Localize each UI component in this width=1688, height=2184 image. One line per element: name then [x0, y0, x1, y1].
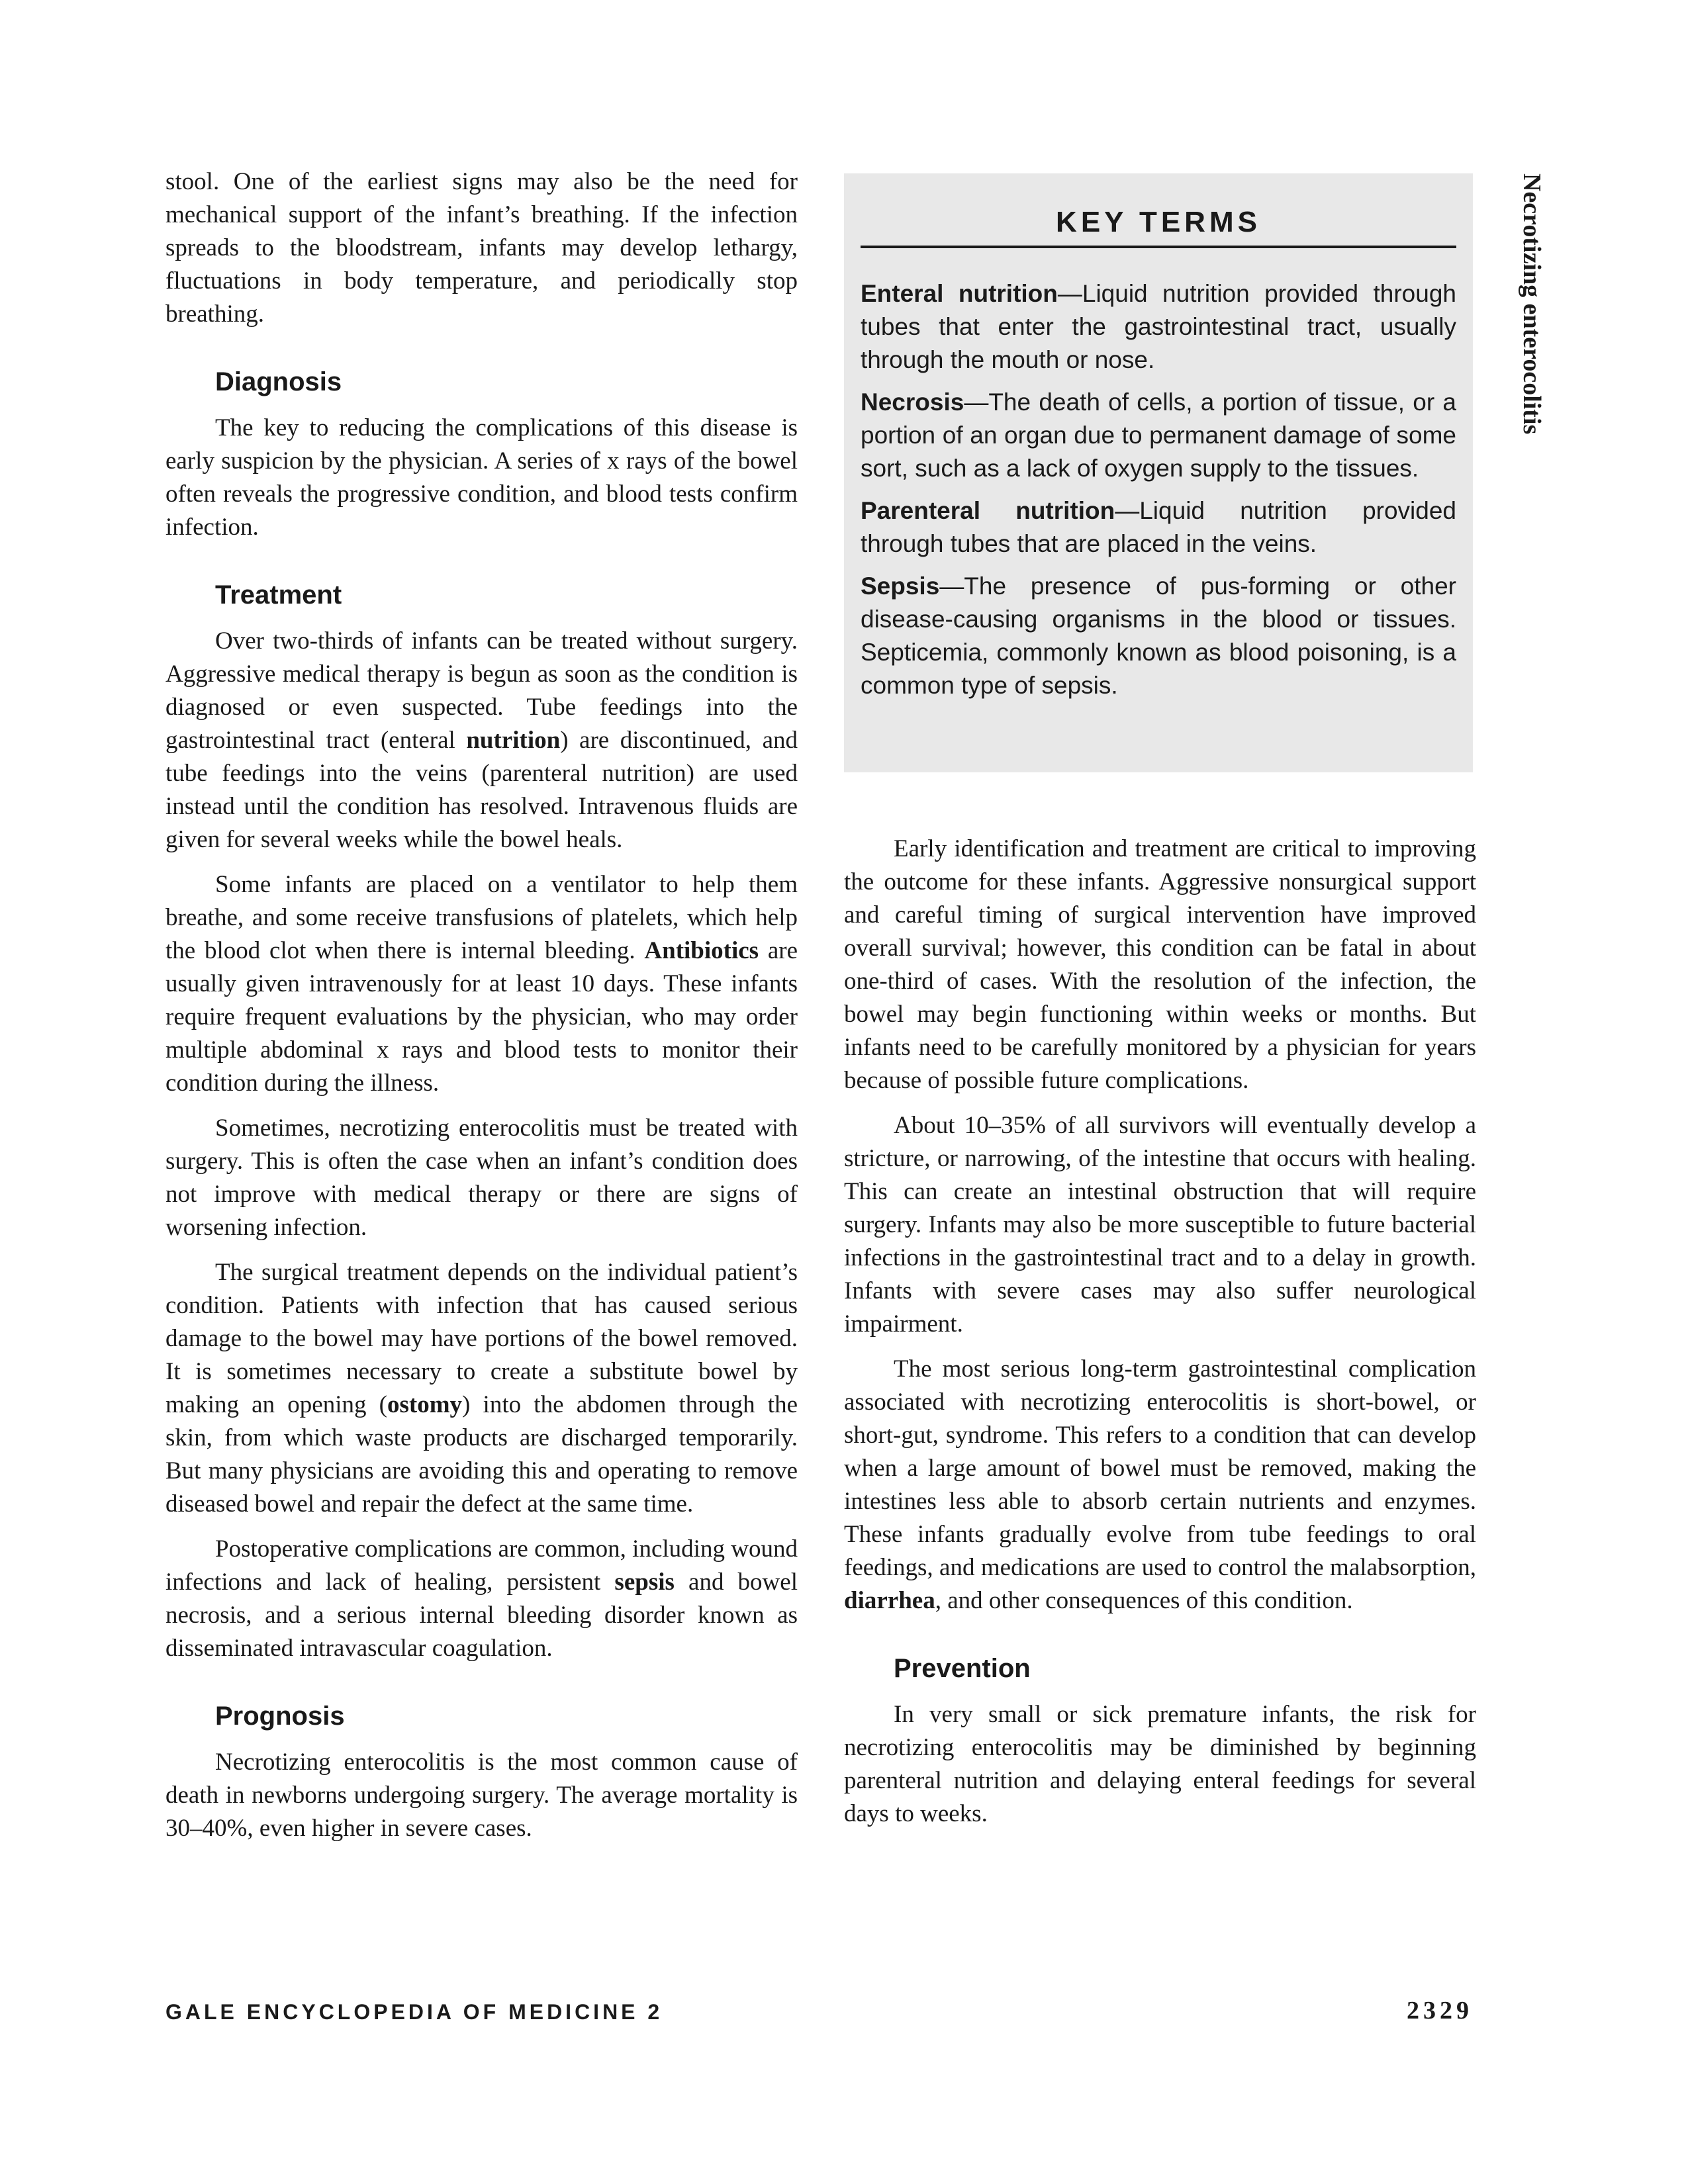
key-term-definition: —The death of cells, a portion of tissue, or a portion of an organ due to permanent damage of some sort, such as a lack of oxygen supply to the tissues.	[861, 388, 1456, 482]
key-term-name: Parenteral nutrition	[861, 497, 1115, 524]
treatment-paragraph-5: Postoperative complications are common, including wound infections and lack of healing, persistent sepsis and bowel necrosis, and a serious internal bleeding disorder known as disseminated intravascular coagulation.	[165, 1535, 798, 1662]
key-term-name: Necrosis	[861, 388, 964, 416]
treatment-paragraph-2: Some infants are placed on a ventilator to help them breathe, and some receive transfusions of platelets, which help the blood clot when there is internal bleeding. Antibiotics are usually given intravenously for at least 10 days. These infants require frequent evaluations by the physician, who may order multiple abdominal x rays and blood tests to monitor their condition during the illness.	[165, 871, 798, 1097]
intro-paragraph: stool. One of the earliest signs may also be the need for mechanical support of the infant’s breathing. If the infection spreads to the bloodstream, infants may develop lethargy, fluctuations in body temperature, and periodically stop breathing.	[165, 168, 798, 328]
prognosis-paragraph: Necrotizing enterocolitis is the most common cause of death in newborns undergoing surgery. The average mortality is 30–40%, even higher in severe cases.	[165, 1749, 798, 1842]
key-term-entry	[861, 494, 1456, 561]
key-term-entry	[861, 570, 1456, 702]
key-terms-box	[844, 173, 1473, 772]
key-term-entry	[861, 386, 1456, 485]
prevention-paragraph: In very small or sick premature infants, the risk for necrotizing enterocolitis may be diminished by beginning parenteral nutrition and delaying enteral feedings for several days to weeks.	[844, 1701, 1476, 1827]
link-sepsis: sepsis	[614, 1569, 675, 1596]
outcome-paragraph: Early identification and treatment are critical to improving the outcome for these infants. Aggressive nonsurgical support and careful timing of surgical intervention have improved overall survival; however, this condition can be fatal in about one-third of cases. With the resolution of the infection, the bowel may begin functioning within weeks or months. But infants need to be carefully monitored by a physician for years because of possible future complications.	[844, 835, 1476, 1094]
treatment-paragraph-3: Sometimes, necrotizing enterocolitis must be treated with surgery. This is often the case when an infant’s condition does not improve with medical therapy or there are signs of worsening infection.	[165, 1115, 798, 1241]
link-antibiotics: Antibiotics	[644, 937, 759, 964]
link-ostomy: ostomy	[387, 1391, 463, 1418]
diagnosis-paragraph: The key to reducing the complications of this disease is early suspicion by the physician. A series of x rays of the bowel often reveals the progressive condition, and blood tests confirm infection.	[165, 414, 798, 541]
side-running-title: Necrotizing enterocolitis	[1518, 173, 1546, 435]
prognosis-heading: Prognosis	[215, 1702, 345, 1731]
key-term-definition: —The presence of pus-forming or other disease-causing organisms in the blood or tissues. Septicemia, commonly known as blood poisoning, is a common type of sepsis.	[861, 572, 1456, 699]
survivors-paragraph: About 10–35% of all survivors will eventually develop a stricture, or narrowing, of the intestine that occurs with healing. This can create an intestinal obstruction that will require surgery. Infants may also be more susceptible to future bacterial infections in the gastrointestinal tract and to a delay in growth. Infants with severe cases may also suffer neurological impairment.	[844, 1112, 1476, 1338]
left-column	[165, 165, 798, 1857]
key-term-definition: —Liquid nutrition provided through tubes that are placed in the veins.	[861, 497, 1457, 557]
treatment-paragraph-4: The surgical treatment depends on the individual patient’s condition. Patients with infection that has caused serious damage to the bowel may have portions of the bowel removed. It is sometimes necessary to create a substitute bowel by making an opening (ostomy) into the abdomen through the skin, from which waste products are discharged temporarily. But many physicians are avoiding this and operating to remove diseased bowel and repair the defect at the same time.	[165, 1259, 798, 1518]
link-diarrhea: diarrhea	[844, 1587, 935, 1614]
right-column	[844, 833, 1476, 1843]
key-terms-title: KEY TERMS	[861, 203, 1456, 248]
footer-publication: GALE ENCYCLOPEDIA OF MEDICINE 2	[165, 2000, 663, 2024]
key-term-entry	[861, 277, 1456, 377]
treatment-heading: Treatment	[215, 580, 342, 610]
diagnosis-heading: Diagnosis	[215, 367, 342, 396]
key-term-name: Enteral nutrition	[861, 280, 1058, 307]
complication-paragraph: The most serious long-term gastrointestinal complication associated with necrotizing enterocolitis is short-bowel, or short-gut, syndrome. This refers to a condition that can develop when a large amount of bowel must be removed, making the intestines less able to absorb certain nutrients and enzymes. These infants gradually evolve from tube feedings to oral feedings, and medications are used to control the malabsorption, diarrhea, and other consequences of this condition.	[844, 1355, 1476, 1614]
prevention-heading: Prevention	[894, 1654, 1031, 1683]
treatment-paragraph-1: Over two-thirds of infants can be treated without surgery. Aggressive medical therapy is begun as soon as the condition is diagnosed or even suspected. Tube feedings into the gastrointestinal tract (enteral nutrition) are discontinued, and tube feedings into the veins (parenteral nutrition) are used instead until the condition has resolved. Intravenous fluids are given for several weeks while the bowel heals.	[165, 627, 798, 853]
page-number: 2329	[1407, 1997, 1473, 2025]
key-term-definition: —Liquid nutrition provided through tubes that enter the gastrointestinal tract, usually through the mouth or nose.	[861, 280, 1456, 373]
key-term-name: Sepsis	[861, 572, 940, 600]
link-nutrition: nutrition	[466, 727, 561, 754]
